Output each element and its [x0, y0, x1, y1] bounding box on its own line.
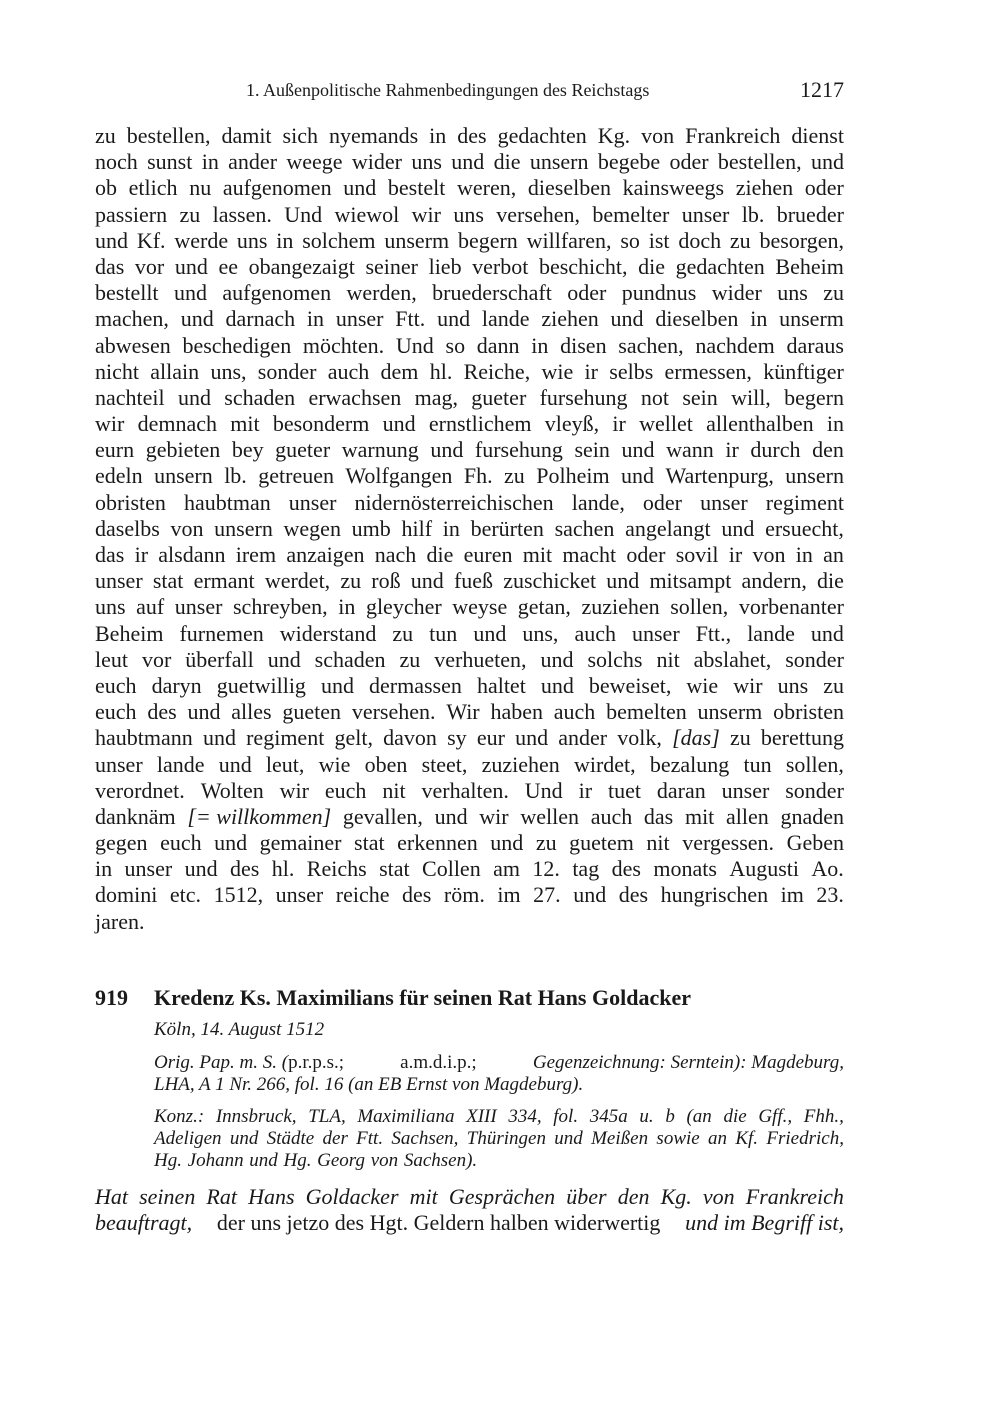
draft-source-line: Hg. Johann und Hg. Georg von Sachsen).: [154, 1150, 478, 1171]
summary-line-1: Hat seinen Rat Hans Goldacker mit Gesprächen über den Kg. von Frankreich: [95, 1184, 844, 1209]
body-text-line: leut vor überfall und schaden zu verhueten, und solchs nit abslahet, sonder: [95, 646, 844, 672]
orig-text-a: Orig. Pap. m. S. (p.r.p.s.;: [154, 1052, 345, 1073]
orig-line-1: [154, 1052, 844, 1074]
body-text-line: nachteil und schaden erwachsen mag, gueter fursehung not sein will, begern: [95, 384, 844, 410]
original-source: [154, 1052, 844, 1096]
body-text-line: daselbs von unsern wegen umb hilf in berürten sachen angelangt und ersuecht,: [95, 515, 844, 541]
body-text-line: das ir alsdann irem anzaigen nach die euren mit macht oder sovil ir von in an: [95, 542, 844, 567]
document-number: 919: [95, 985, 128, 1010]
body-text-line: ob etlich nu aufgenomen und bestelt weren, dieselben kainsweegs ziehen oder: [95, 175, 844, 201]
page-number: 1217: [800, 77, 844, 102]
body-text-line: das vor und ee obangezaigt seiner lieb verbot beschicht, die gedachten Beheim: [95, 253, 844, 279]
body-text-line: und Kf. werde uns in solchem unserm begern willfaren, so ist doch zu besorgen,: [95, 227, 844, 253]
body-text-line: machen, und darnach in unser Ftt. und lande ziehen und dieselben in unserm: [95, 306, 844, 332]
body-text-line: wir demnach mit besonderm und ernstlichem vleyß, ir wellet allenthalben in: [95, 411, 844, 437]
body-text-line: eurn gebieten bey gueter warnung und fursehung sein und wann ir durch den: [95, 437, 844, 463]
draft-source-line: Konz.: Innsbruck, TLA, Maximiliana XIII 334, fol. 345a u. b (an die Gff., Fhh.,: [154, 1106, 844, 1127]
summary-roman: der uns jetzo des Hgt. Geldern halben widerwertig: [216, 1210, 661, 1236]
body-text-line: unser lande und leut, wie oben steet, zuziehen wirdet, bezalung tun sollen,: [95, 751, 844, 777]
body-text-line: bestellt und aufgenomen werden, bruederschaft oder pundnus wider uns zu: [95, 280, 844, 306]
body-text-line: passiern zu lassen. Und wiewol wir uns versehen, bemelter unser lb. brueder: [95, 201, 844, 227]
body-text-line: noch sunst in ander weege wider uns und die unsern begebe oder bestellen, und: [95, 149, 844, 175]
body-text-line: jaren.: [95, 908, 145, 934]
body-text-line: unser stat ermant werdet, zu roß und fueß zuschicket und mitsampt andern, die: [95, 568, 844, 594]
body-text-line: edeln unsern lb. getreuen Wolfgangen Fh. zu Polheim und Wartenpurg, unsern: [95, 463, 844, 489]
body-text-line: nicht allain uns, sonder auch dem hl. Reiche, wie ir selbs ermessen, künftiger: [95, 358, 844, 384]
summary-italic-a: beauftragt,: [95, 1210, 193, 1236]
draft-source: [154, 1106, 844, 1172]
summary-italic-b: und im Begriff ist,: [685, 1210, 844, 1236]
body-text-line: uns auf unser schreyben, in gleycher weyse getan, zuziehen sollen, vorbenanter: [95, 594, 844, 620]
body-text: [95, 123, 844, 935]
body-text-line: gegen euch und gemainer stat erkennen und zu guetem nit vergessen. Geben: [95, 830, 844, 856]
body-text-line: Beheim furnemen widerstand zu tun und uns, auch unser Ftt., lande und: [95, 620, 844, 646]
draft-source-line: Adeligen und Städte der Ftt. Sachsen, Thüringen und Meißen sowie an Kf. Friedrich,: [154, 1128, 844, 1149]
body-text-line: in unser und des hl. Reichs stat Collen am 12. tag des monats Augusti Ao.: [95, 856, 844, 882]
document-title: Kredenz Ks. Maximilians für seinen Rat Hans Goldacker: [154, 985, 691, 1010]
body-text-line: obristen haubtman unser nidernösterreichischen lande, oder unser regiment: [95, 489, 844, 515]
summary-line-2: [95, 1210, 844, 1236]
body-text-line: danknäm [= willkommen] gevallen, und wir wellen auch das mit allen gnaden: [95, 803, 844, 829]
orig-line-2: [154, 1074, 844, 1096]
place-date: [154, 1019, 844, 1041]
body-text-line: abwesen beschedigen möchten. Und so dann in disen sachen, nachdem daraus: [95, 332, 844, 358]
summary: [95, 1184, 844, 1236]
running-title: 1. Außenpolitische Rahmenbedingungen des Reichstags: [246, 80, 650, 100]
body-text-line: euch des und alles gueten versehen. Wir haben auch bemelten unserm obristen: [95, 699, 844, 725]
body-text-line: zu bestellen, damit sich nyemands in des gedachten Kg. von Frankreich dienst: [95, 123, 844, 148]
orig-text-d: Gegenzeichnung: Serntein): Magdeburg,: [532, 1052, 844, 1073]
place-date-line: [154, 1019, 844, 1041]
body-text-line: domini etc. 1512, unser reiche des röm. im 27. und des hungrischen im 23.: [95, 882, 844, 908]
orig-text-2: LHA, A 1 Nr. 266, fol. 16 (an EB Ernst von Magdeburg).: [154, 1074, 584, 1095]
body-text-line: verordnet. Wolten wir euch nit verhalten. Und ir tuet daran unser sonder: [95, 777, 844, 803]
orig-text-c: a.m.d.i.p.;: [400, 1052, 477, 1073]
body-text-line: euch daryn guetwillig und dermassen haltet und beweiset, wie wir uns zu: [95, 672, 844, 698]
body-text-line: haubtmann und regiment gelt, davon sy eur und ander volk, [das] zu berettung: [95, 725, 844, 751]
place-date-text: Köln, 14. August 1512: [154, 1019, 325, 1040]
